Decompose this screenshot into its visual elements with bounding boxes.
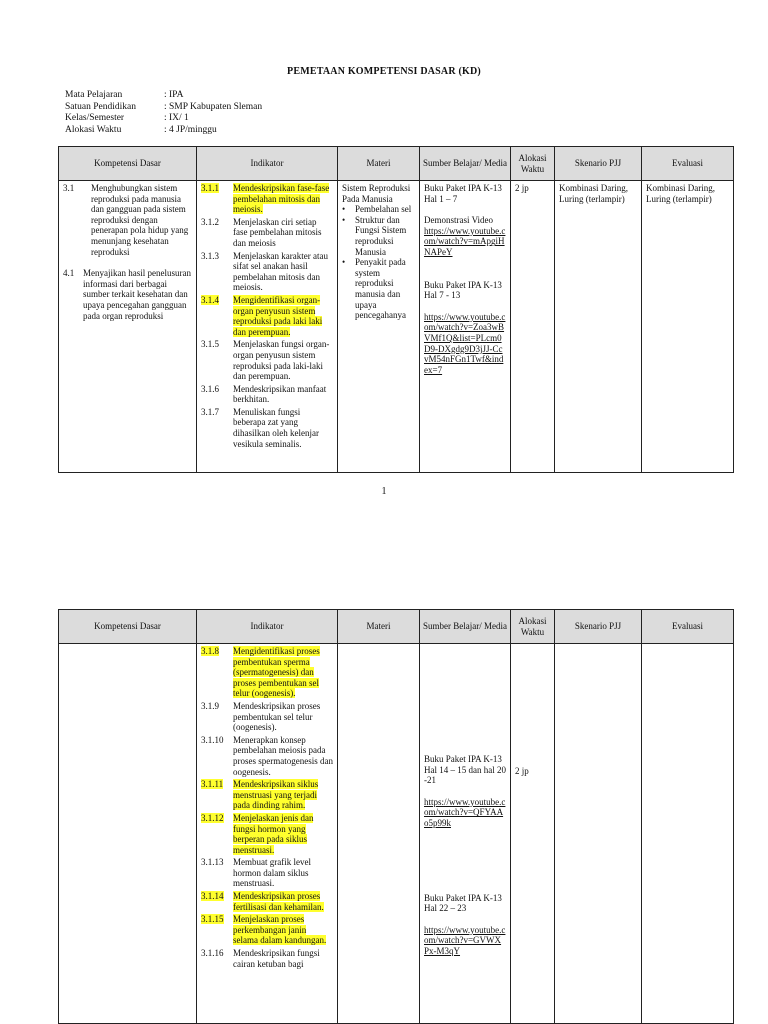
evaluasi-cell	[642, 644, 734, 1024]
indicator-item	[201, 183, 333, 215]
alokasi-cell	[511, 644, 555, 1024]
sumber-cell	[420, 181, 511, 473]
indicator-text: Mengidentifikasi organ-organ penyusun sistem reproduksi pada laki laki dan perempuan.	[233, 294, 323, 337]
indicator-item	[201, 914, 333, 946]
indicator-number: 3.1.15	[201, 914, 224, 925]
source-text: Buku Paket IPA K-13 Hal 22 – 23	[424, 892, 502, 914]
indicator-number: 3.1.6	[201, 383, 219, 394]
kd-mapping-table-page1	[58, 146, 734, 473]
skenario-cell	[555, 181, 642, 473]
sumber-cell	[420, 644, 511, 1024]
indicator-item	[201, 779, 333, 811]
skenario-value: Kombinasi Daring, Luring (terlampir)	[559, 183, 628, 204]
indicator-number: 3.1.12	[201, 812, 224, 823]
indicator-item	[201, 295, 333, 337]
video-link[interactable]: https://www.youtube.com/watch?v=QFYAAo5p99k	[424, 796, 506, 828]
indicator-text: Menerapkan konsep pembelahan meiosis pada proses spermatogenesis dan oogenesis.	[233, 734, 333, 777]
indicator-number: 3.1.5	[201, 339, 219, 350]
header-skenario-pjj: Skenario PJJ	[555, 610, 642, 644]
indicator-item	[201, 384, 333, 405]
header-indikator: Indikator	[197, 610, 338, 644]
meta-row	[65, 102, 262, 114]
indicator-text: Mendeskripsikan proses fertilisasi dan kehamilan.	[233, 891, 324, 912]
indicator-text: Menjelaskan karakter atau sifat sel anakan hasil pembelahan mitosis dan meiosis.	[233, 250, 328, 293]
indicator-number: 3.1.2	[201, 216, 219, 227]
indicator-number: 3.1.9	[201, 700, 219, 711]
indicator-text: Menjelaskan jenis dan fungsi hormon yang berperan pada siklus menstruasi.	[233, 812, 314, 855]
header-indikator: Indikator	[197, 147, 338, 181]
indicator-item	[201, 891, 333, 912]
indicator-text: Menjelaskan proses perkembangan janin selama dalam kandungan.	[233, 914, 327, 946]
indicator-number: 3.1.10	[201, 734, 224, 745]
indicator-text: Menuliskan fungsi beberapa zat yang dihasilkan oleh kelenjar vesikula seminalis.	[233, 406, 319, 449]
indicator-item	[201, 217, 333, 249]
evaluasi-cell	[642, 181, 734, 473]
indicator-item	[201, 813, 333, 855]
meta-info	[65, 90, 262, 136]
meta-value: : SMP Kabupaten Sleman	[164, 101, 263, 112]
header-kompetensi-dasar: Kompetensi Dasar	[59, 147, 197, 181]
kd-number: 4.1	[63, 268, 75, 279]
header-skenario-pjj: Skenario PJJ	[555, 147, 642, 181]
indicator-item	[201, 948, 333, 969]
kd-item	[63, 268, 192, 321]
video-link[interactable]: https://www.youtube.com/watch?v=mApgiHNAPeY	[424, 225, 506, 257]
indicator-text: Mengidentifikasi proses pembentukan sperma (spermatogenesis) dan proses pembentukan sel telur (oogenesis).	[233, 646, 320, 699]
alokasi-value: 2 jp	[515, 766, 529, 776]
indicator-number: 3.1.4	[201, 294, 219, 305]
kd-cell	[59, 181, 197, 473]
indicator-number: 3.1.11	[201, 779, 224, 790]
indicator-number: 3.1.14	[201, 891, 224, 902]
list-item: • Penyakit pada system reproduksi manusia dan upaya pencegahanya	[342, 257, 415, 321]
kd-item	[63, 183, 192, 257]
indicator-text: Membuat grafik level hormon dalam siklus menstruasi.	[233, 857, 311, 889]
video-link[interactable]: https://www.youtube.com/watch?v=GVWXPx-M3qY	[424, 924, 506, 956]
source-text: Buku Paket IPA K-13 Hal 7 - 13	[424, 279, 502, 301]
meta-row	[65, 113, 262, 125]
indicator-number: 3.1.7	[201, 406, 219, 417]
table-header-row	[59, 147, 734, 181]
list-item: • Struktur dan Fungsi Sistem reproduksi Manusia	[342, 215, 415, 257]
indicator-text: Menjelaskan ciri setiap fase pembelahan mitosis dan meiosis	[233, 216, 322, 248]
indicator-number: 3.1.8	[201, 646, 219, 656]
indikator-cell	[197, 181, 338, 473]
meta-value: : IPA	[164, 90, 184, 100]
indicator-text: Mendeskripsikan fase-fase pembelahan mitosis dan meiosis.	[233, 183, 330, 215]
indikator-cell	[197, 644, 338, 1024]
indicator-number: 3.1.16	[201, 948, 224, 959]
video-link[interactable]: https://www.youtube.com/watch?v=Zoa3wBVMf1Q&list=PLcm0D9-DXgdg9D3jJJ-CcvM54nFGn1Twf&index=7	[424, 311, 506, 375]
kd-number: 3.1	[63, 183, 75, 193]
indicator-text: Mendeskripsikan siklus menstruasi yang terjadi pada dinding rahim.	[233, 779, 319, 811]
materi-cell	[338, 181, 420, 473]
indicator-number: 3.1.3	[201, 250, 219, 261]
materi-item: Penyakit pada system reproduksi manusia dan upaya pencegahanya	[355, 257, 406, 321]
indicator-item	[201, 701, 333, 733]
kd-text: Menghubungkan sistem reproduksi pada manusia dan gangguan pada sistem reproduksi dengan penerapan pola hidup yang menunjang kesehatan reproduksi	[91, 183, 189, 257]
indicator-number: 3.1.13	[201, 857, 224, 868]
document-title: PEMETAAN KOMPETENSI DASAR (KD)	[287, 66, 481, 77]
header-evaluasi: Evaluasi	[642, 610, 734, 644]
header-alokasi-waktu: Alokasi Waktu	[511, 610, 555, 644]
materi-item: Pembelahan sel	[355, 204, 412, 215]
materi-list	[342, 204, 415, 321]
header-alokasi-waktu: Alokasi Waktu	[511, 147, 555, 181]
indicator-text: Mendeskripsikan manfaat berkhitan.	[233, 383, 327, 405]
indicator-text: Mendeskripsikan proses pembentukan sel telur (oogenesis).	[233, 700, 321, 733]
source-text: Demonstrasi Video	[424, 215, 494, 226]
table-row	[59, 181, 734, 473]
indicator-item	[201, 646, 333, 699]
header-evaluasi: Evaluasi	[642, 147, 734, 181]
indicator-item	[201, 735, 333, 777]
header-materi: Materi	[338, 147, 420, 181]
meta-row	[65, 125, 262, 137]
table-row	[59, 644, 734, 1024]
source-text: Buku Paket IPA K-13 Hal 1 – 7	[424, 183, 502, 204]
header-materi: Materi	[338, 610, 420, 644]
meta-value: : IX/ 1	[164, 113, 189, 123]
header-sumber-belajar: Sumber Belajar/ Media	[420, 147, 511, 181]
alokasi-value: 2 jp	[515, 183, 529, 193]
meta-row	[65, 90, 262, 102]
materi-cell	[338, 644, 420, 1024]
indicator-text: Menjelaskan fungsi organ-organ penyusun sistem reproduksi pada laki-laki dan perempuan.	[233, 339, 330, 382]
meta-value: : 4 JP/minggu	[164, 124, 217, 135]
indicator-item	[201, 251, 333, 293]
header-sumber-belajar: Sumber Belajar/ Media	[420, 610, 511, 644]
source-text: Buku Paket IPA K-13 Hal 14 – 15 dan hal 20 -21	[424, 754, 506, 786]
materi-title: Sistem Reproduksi Pada Manusia	[342, 183, 411, 204]
meta-label: Alokasi Waktu	[65, 124, 122, 135]
header-kompetensi-dasar: Kompetensi Dasar	[59, 610, 197, 644]
meta-label: Mata Pelajaran	[65, 90, 123, 100]
table-header-row	[59, 610, 734, 644]
evaluasi-value: Kombinasi Daring, Luring (terlampir)	[646, 183, 715, 204]
meta-label: Satuan Pendidikan	[65, 101, 136, 112]
meta-label: Kelas/Semester	[65, 113, 125, 123]
indicator-text: Mendeskripsikan fungsi cairan ketuban bagi	[233, 948, 320, 969]
indicator-item	[201, 339, 333, 381]
indicator-item	[201, 407, 333, 449]
skenario-cell	[555, 644, 642, 1024]
kd-mapping-table-page2	[58, 609, 734, 1024]
indicator-number: 3.1.1	[201, 183, 219, 193]
indicator-item	[201, 857, 333, 889]
list-item: • Pembelahan sel	[342, 204, 412, 215]
kd-cell	[59, 644, 197, 1024]
kd-text: Menyajikan hasil penelusuran informasi dari berbagai sumber terkait kesehatan dan upaya pencegahan gangguan pada organ reproduksi	[83, 268, 191, 321]
alokasi-cell	[511, 181, 555, 473]
page-number: 1	[381, 486, 387, 497]
materi-item: Struktur dan Fungsi Sistem reproduksi Manusia	[355, 214, 407, 257]
